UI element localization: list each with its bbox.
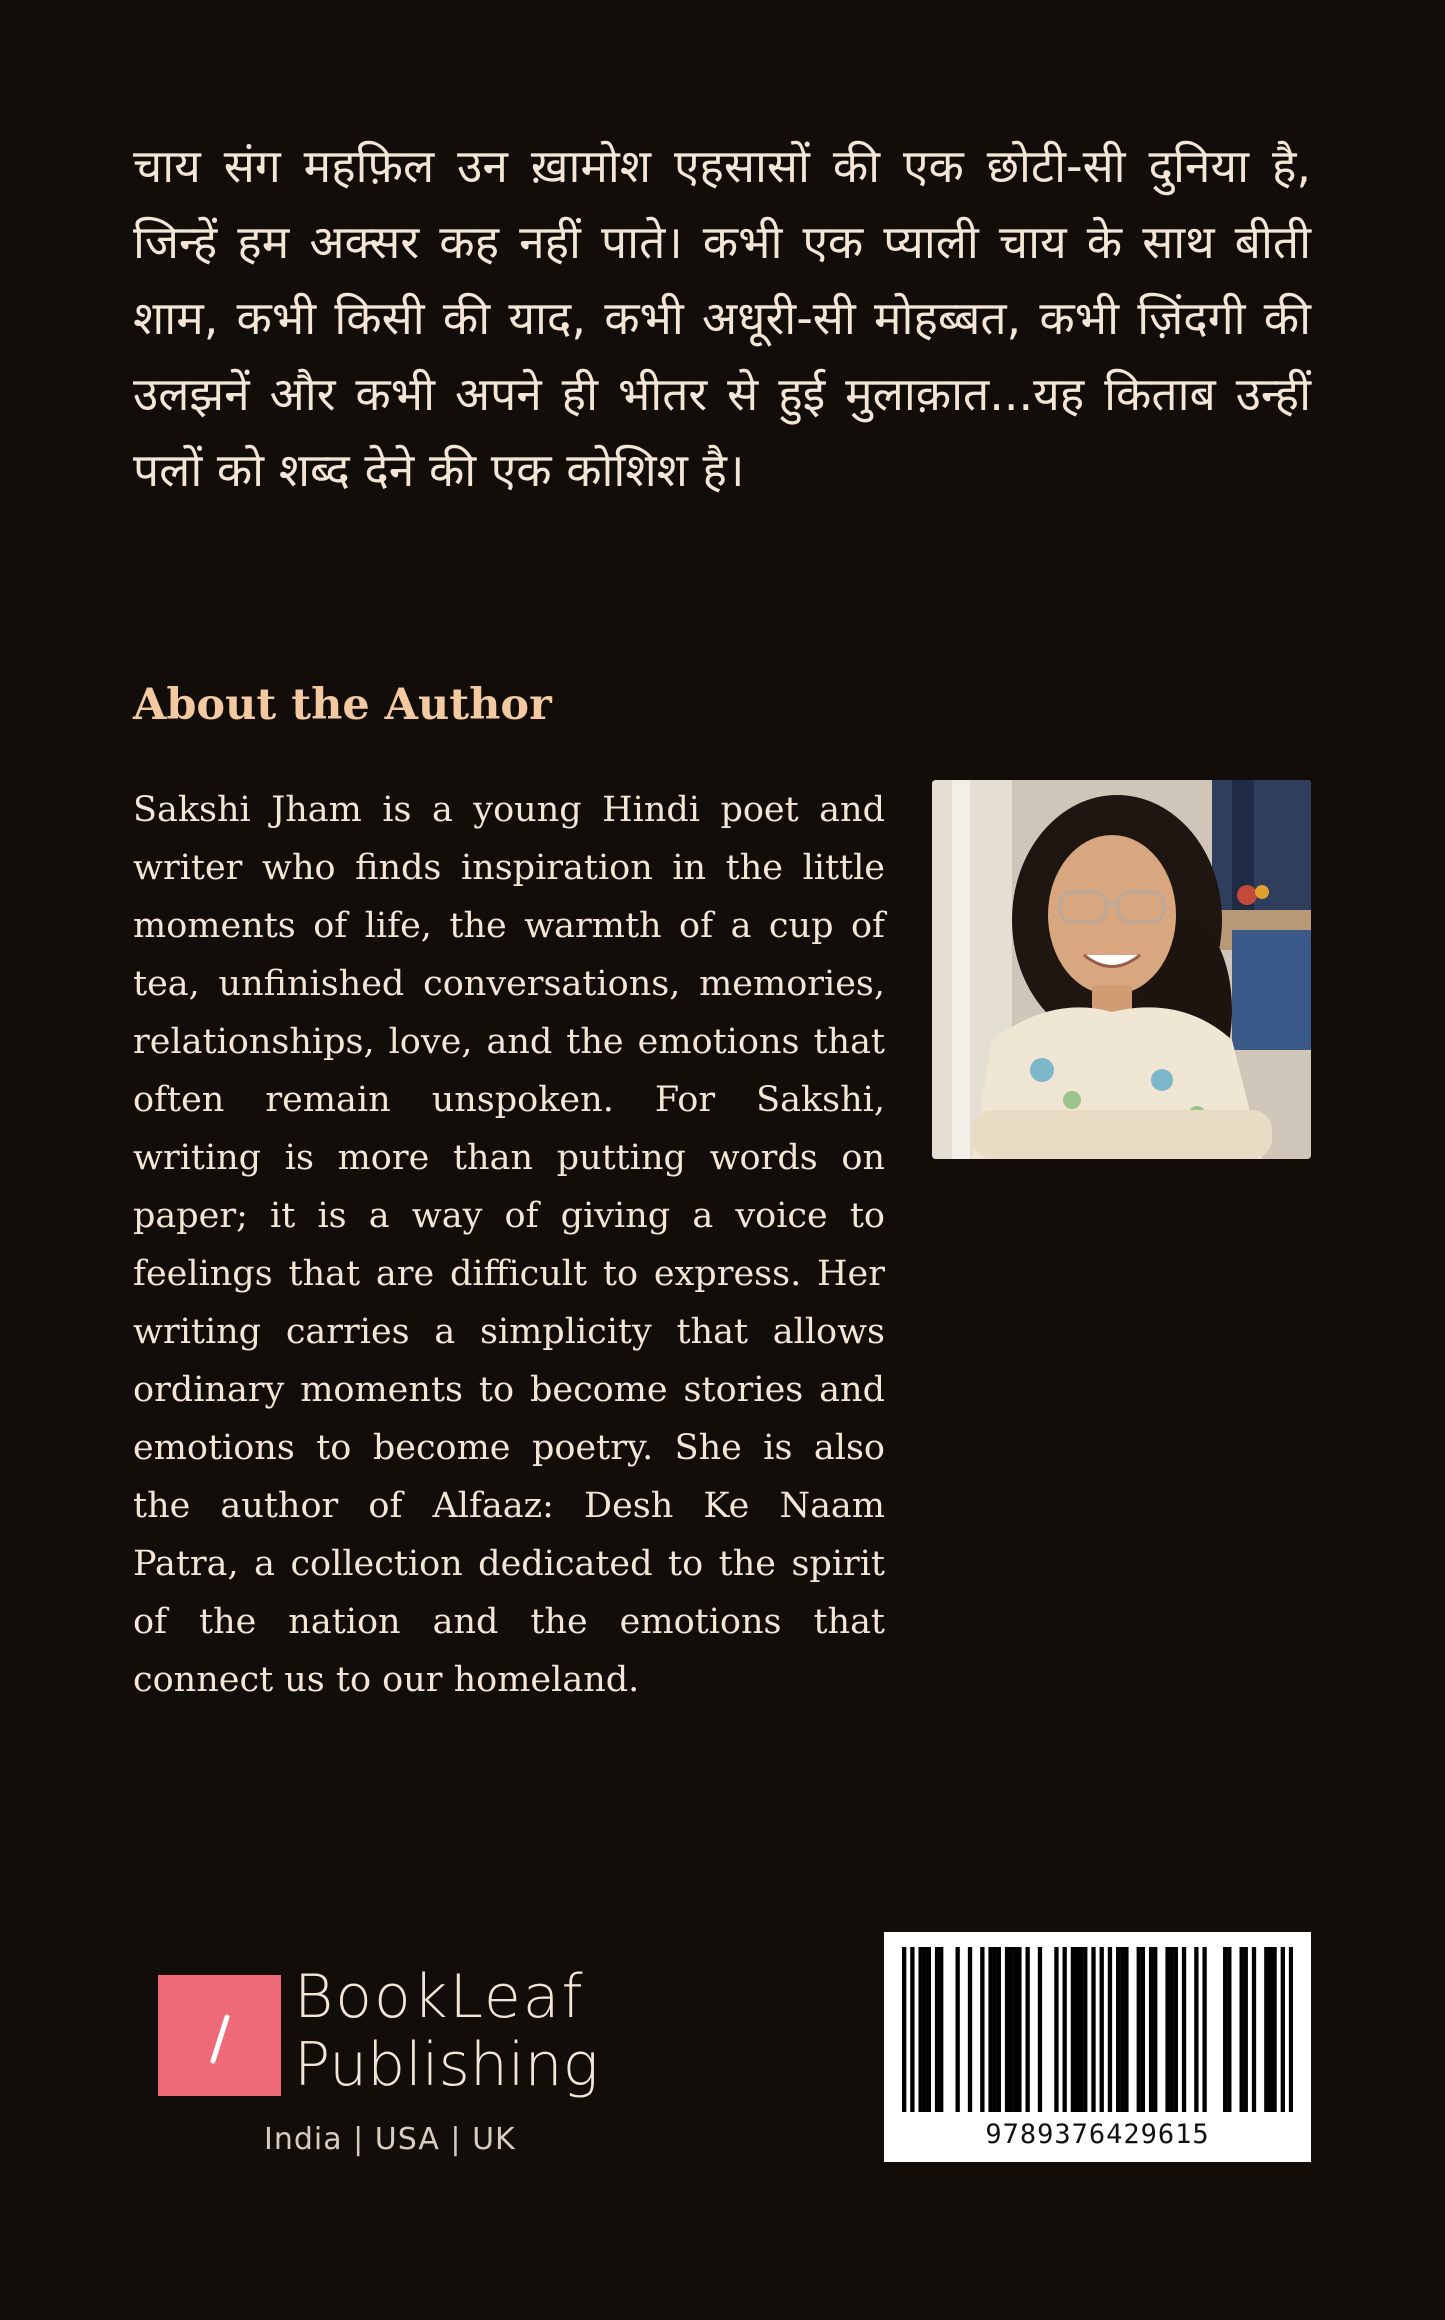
barcode-bar	[1038, 1947, 1042, 2112]
barcode-bar	[1054, 1947, 1058, 2112]
barcode-bar	[1252, 1947, 1256, 2112]
barcode-bar	[1108, 1947, 1112, 2112]
barcode-bar	[1239, 1947, 1243, 2112]
isbn-number: 9789376429615	[985, 2119, 1210, 2150]
barcode-bar	[1202, 1947, 1206, 2112]
barcode-bar	[968, 1947, 972, 2112]
barcode-bar	[1091, 1947, 1095, 2112]
barcode-bar	[1124, 1947, 1128, 2112]
barcode-bar	[910, 1947, 914, 2112]
barcode-bar	[939, 1947, 943, 2112]
barcode-bar	[1017, 1947, 1021, 2112]
barcode-bar	[1268, 1947, 1272, 2112]
barcode-bar	[1272, 1947, 1276, 2112]
barcode-bar	[1137, 1947, 1141, 2112]
publisher-logo-icon	[158, 1975, 281, 2096]
barcode-bar	[997, 1947, 1001, 2112]
barcode-bar	[1013, 1947, 1017, 2112]
barcode-bar	[1264, 1947, 1268, 2112]
barcode-bar	[1153, 1947, 1157, 2112]
barcode-bar	[1174, 1947, 1178, 2112]
barcode-bar	[1005, 1947, 1009, 2112]
barcode-bar	[1165, 1947, 1169, 2112]
barcode-bar	[1141, 1947, 1145, 2112]
barcode-bar	[918, 1947, 922, 2112]
barcode-bar	[902, 1947, 906, 2112]
publisher-name-line2: Publishing	[294, 2030, 599, 2100]
about-author-heading: About the Author	[133, 680, 552, 730]
barcode-bar	[927, 1947, 931, 2112]
barcode-bar	[1149, 1947, 1153, 2112]
isbn-barcode	[884, 1932, 1311, 2162]
barcode-bar	[1170, 1947, 1174, 2112]
barcode-bar	[1071, 1947, 1075, 2112]
book-blurb: चाय संग महफ़िल उन ख़ामोश एहसासों की एक छोटी-सी दुनिया है, जिन्हें हम अक्सर कह नहीं पाते। कभी एक प्याली चाय के साथ बीती शाम, कभी किसी की याद, कभी अधूरी-सी मोहब्बत, कभी ज़िंदगी की उलझनें और कभी अपने ही भीतर से हुई मुलाक़ात...यह किताब उन्हीं पलों को शब्द देने की एक कोशिश है।	[133, 139, 1311, 497]
barcode-bar	[1120, 1947, 1124, 2112]
barcode-bar	[988, 1947, 992, 2112]
barcode-bar	[1079, 1947, 1083, 2112]
barcode-bar	[1100, 1947, 1104, 2112]
barcode-bar	[993, 1947, 997, 2112]
barcode-bar	[1281, 1947, 1285, 2112]
barcode-bar	[1194, 1947, 1198, 2112]
barcode-bars	[902, 1947, 1293, 2112]
publisher-name-line1: BookLeaf	[294, 1962, 585, 2032]
barcode-bar	[1025, 1947, 1029, 2112]
barcode-bar	[1289, 1947, 1293, 2112]
barcode-bar	[1244, 1947, 1248, 2112]
publisher-regions: India | USA | UK	[264, 2122, 516, 2157]
barcode-bar	[1083, 1947, 1087, 2112]
author-bio: Sakshi Jham is a young Hindi poet and writer who finds inspiration in the little moments of life, the warmth of a cup of tea, unfinished conversations, memories, relationships, love, and the emotions that often remain unspoken. For Sakshi, writing is more than putting words on paper; it is a way of giving a voice to feelings that are difficult to express. Her writing carries a simplicity that allows ordinary moments to become stories and emotions to become poetry. She is also the author of Alfaaz: Desh Ke Naam Patra, a collection dedicated to the spirit of the nation and the emotions that connect us to our homeland.	[133, 790, 885, 1700]
barcode-bar	[923, 1947, 927, 2112]
barcode-bar	[935, 1947, 939, 2112]
barcode-bar	[1075, 1947, 1079, 2112]
barcode-bar	[1182, 1947, 1186, 2112]
barcode-bar	[1116, 1947, 1120, 2112]
barcode-bar	[1227, 1947, 1231, 2112]
barcode-bar	[1009, 1947, 1013, 2112]
barcode-bar	[1063, 1947, 1067, 2112]
barcode-bar	[956, 1947, 960, 2112]
barcode-bar	[1223, 1947, 1227, 2112]
author-photo	[932, 780, 1311, 1159]
barcode-bar	[980, 1947, 984, 2112]
